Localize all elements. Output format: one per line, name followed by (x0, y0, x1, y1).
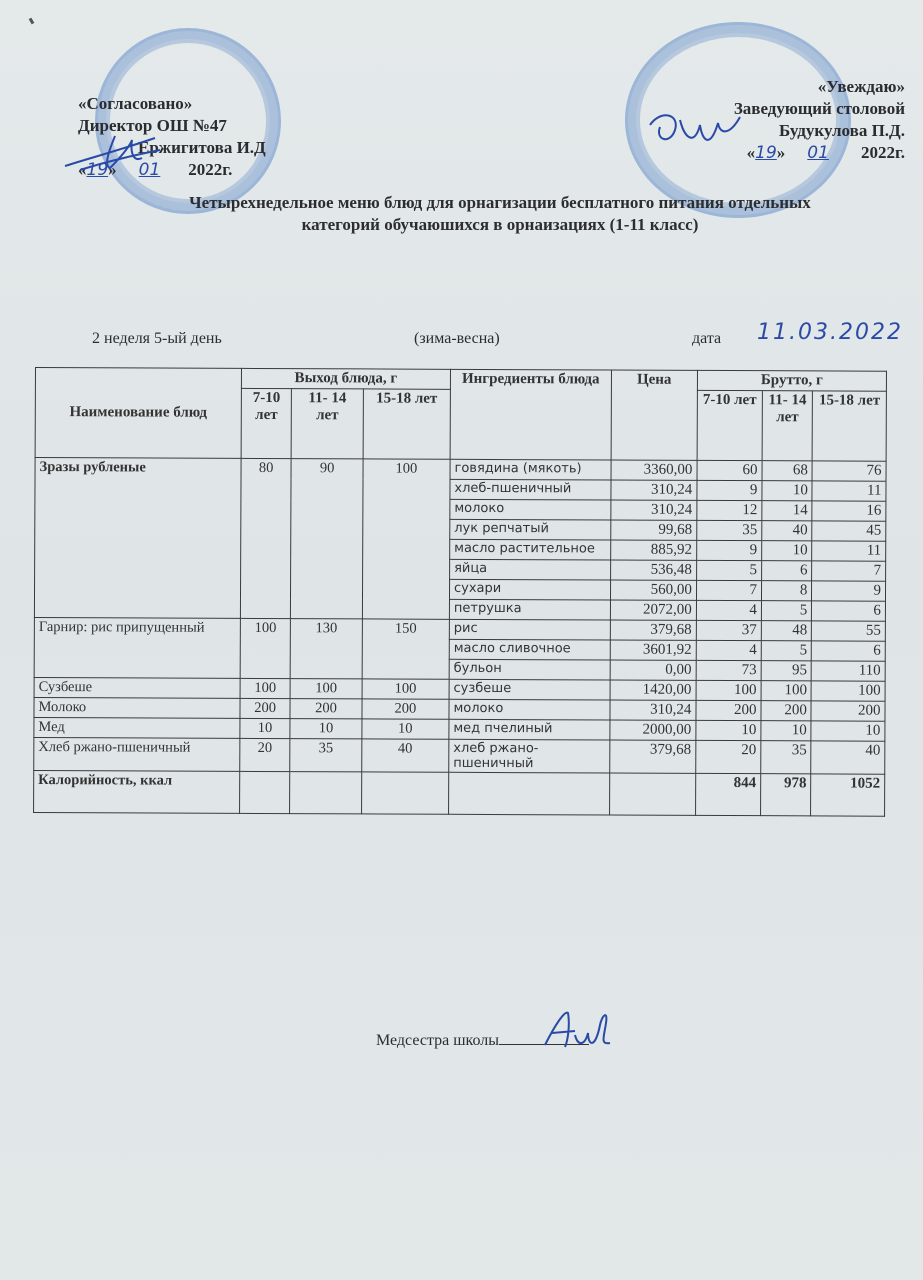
gross-7-10: 7 (696, 580, 761, 600)
yield-7-10: 10 (240, 718, 291, 738)
gross-15-18: 10 (811, 721, 885, 741)
approval-day: 19 (86, 160, 109, 180)
date-quote-close: » (108, 160, 117, 179)
yield-7-10: 200 (240, 698, 291, 718)
gross-15-18: 45 (812, 521, 886, 541)
ingredient-name: хлеб ржано-пшеничный (449, 739, 610, 773)
canteen-head-signature (640, 105, 750, 160)
ingredient-name: лук репчатый (450, 519, 611, 540)
empty-cell (239, 771, 290, 813)
yield-11-14: 10 (290, 719, 362, 739)
empty-cell (361, 772, 448, 814)
ingredient-price: 885,92 (610, 540, 696, 560)
table-row (34, 737, 885, 774)
title-line-1: Четырехнедельное меню блюд для орнагизации бесплатного питания отдельных (189, 193, 811, 212)
approval-month: 01 (807, 143, 829, 163)
gross-15-18: 6 (812, 601, 886, 621)
gross-7-10: 37 (696, 620, 761, 640)
yield-15-18: 10 (362, 719, 449, 739)
date-quote-close: » (776, 143, 786, 162)
ingredient-price: 379,68 (610, 620, 696, 640)
ingredient-price: 310,24 (611, 500, 697, 520)
week-day: 2 неделя 5-ый день (92, 330, 222, 347)
gross-11-14: 100 (761, 681, 812, 701)
gross-11-14: 6 (762, 561, 813, 581)
date-label: дата (692, 330, 722, 347)
gross-15-18: 110 (812, 661, 886, 681)
header-gross: Брутто, г (697, 370, 886, 391)
gross-11-14: 10 (762, 541, 813, 561)
approval-heading: «Увеждаю» (817, 77, 905, 96)
document-title (90, 192, 910, 236)
gross-11-14: 35 (761, 741, 812, 774)
gross-7-10: 200 (696, 700, 761, 720)
header-price: Цена (611, 370, 698, 460)
empty-cell (290, 772, 362, 814)
gross-11-14: 200 (761, 701, 812, 721)
nurse-signature (540, 1005, 620, 1055)
header-yield-15-18: 15-18 лет (363, 389, 450, 459)
approval-position: Заведующий столовой (733, 99, 905, 118)
ingredient-name: сухари (449, 579, 610, 600)
gross-11-14: 95 (761, 661, 812, 681)
title-line-2: категорий обучаюшихся в орнаизациях (1-11 класс) (301, 215, 699, 234)
ingredient-name: яйца (450, 559, 611, 580)
calories-11-14: 978 (761, 774, 812, 816)
table-row (35, 458, 886, 482)
gross-15-18: 200 (811, 701, 885, 721)
gross-7-10: 12 (697, 500, 762, 520)
ingredient-price: 2072,00 (610, 600, 696, 620)
dish-name: Мед (34, 717, 240, 738)
gross-15-18: 16 (812, 501, 886, 521)
header-gross-11-14: 11- 14 лет (762, 391, 813, 461)
ingredient-price: 310,24 (611, 480, 697, 500)
gross-7-10: 20 (696, 740, 761, 773)
approval-name: Будукулова П.Д. (779, 121, 905, 140)
paper-speck (29, 18, 35, 25)
ingredient-name: говядина (мякоть) (450, 459, 611, 480)
dish-name: Гарнир: рис припущенный (34, 617, 240, 678)
yield-15-18: 100 (362, 679, 449, 699)
gross-11-14: 5 (761, 601, 812, 621)
header-yield: Выход блюда, г (241, 368, 450, 389)
ingredient-name: масло сливочное (449, 639, 610, 660)
gross-15-18: 100 (811, 681, 885, 701)
gross-15-18: 11 (812, 541, 886, 561)
gross-15-18: 11 (812, 481, 886, 501)
gross-11-14: 5 (761, 641, 812, 661)
ingredient-name: хлеб-пшеничный (450, 479, 611, 500)
gross-15-18: 55 (812, 621, 886, 641)
ingredient-price: 310,24 (610, 700, 696, 720)
yield-15-18: 100 (362, 459, 450, 619)
gross-15-18: 40 (811, 741, 885, 774)
yield-15-18: 150 (362, 619, 449, 679)
gross-15-18: 6 (812, 641, 886, 661)
approval-date (734, 142, 905, 164)
calories-label: Калорийность, ккал (34, 770, 240, 813)
ingredient-price: 536,48 (610, 560, 696, 580)
header-yield-11-14: 11- 14 лет (291, 389, 363, 459)
approval-position: Директор ОШ №47 (78, 116, 227, 135)
ingredient-price: 3360,00 (611, 460, 697, 480)
gross-15-18: 7 (812, 561, 886, 581)
calories-7-10: 844 (695, 773, 760, 815)
approval-month: 01 (138, 160, 161, 180)
header-gross-15-18: 15-18 лет (812, 391, 886, 461)
calories-row (34, 770, 885, 816)
season: (зима-весна) (414, 330, 500, 347)
gross-11-14: 40 (762, 521, 813, 541)
yield-11-14: 130 (290, 619, 362, 679)
header-yield-7-10: 7-10 лет (241, 388, 292, 458)
gross-7-10: 9 (696, 540, 761, 560)
gross-7-10: 4 (696, 600, 761, 620)
yield-7-10: 100 (240, 678, 291, 698)
gross-11-14: 10 (761, 721, 812, 741)
dish-name: Молоко (34, 697, 240, 718)
yield-7-10: 20 (240, 738, 291, 771)
gross-11-14: 68 (762, 461, 813, 481)
gross-11-14: 48 (761, 621, 812, 641)
director-signature (60, 128, 170, 178)
yield-11-14: 90 (291, 459, 363, 619)
dish-name: Хлеб ржано-пшеничный (34, 737, 240, 771)
gross-7-10: 35 (697, 520, 762, 540)
gross-15-18: 76 (812, 461, 886, 481)
gross-7-10: 10 (696, 720, 761, 740)
approval-name: Ержигитова И.Д (138, 138, 266, 157)
nurse-label: Медсестра школы (376, 1032, 500, 1049)
gross-11-14: 8 (761, 581, 812, 601)
approval-year: 2022г. (860, 143, 905, 162)
date-quote-open: « (746, 143, 756, 162)
approval-day: 19 (755, 143, 777, 163)
approval-year: 2022г. (188, 160, 233, 179)
gross-7-10: 73 (696, 660, 761, 680)
table-row (34, 617, 885, 641)
approval-block-approved (734, 76, 905, 164)
ingredient-name: молоко (449, 699, 610, 720)
header-dish-name: Наименование блюд (35, 368, 241, 459)
gross-7-10: 4 (696, 640, 761, 660)
yield-15-18: 200 (362, 699, 449, 719)
yield-7-10: 100 (240, 618, 291, 678)
empty-cell (609, 773, 695, 815)
gross-15-18: 9 (812, 581, 886, 601)
date-value: 11.03.2022 (757, 320, 903, 345)
gross-11-14: 10 (762, 481, 813, 501)
yield-11-14: 100 (290, 679, 362, 699)
ingredient-price: 1420,00 (610, 680, 696, 700)
ingredient-name: бульон (449, 659, 610, 680)
ingredient-name: мед пчелиный (449, 719, 610, 740)
gross-7-10: 5 (696, 560, 761, 580)
ingredient-price: 99,68 (610, 520, 696, 540)
gross-7-10: 9 (697, 480, 762, 500)
yield-11-14: 35 (290, 739, 362, 772)
ingredient-price: 379,68 (609, 740, 695, 773)
yield-15-18: 40 (362, 739, 449, 772)
header-gross-7-10: 7-10 лет (697, 390, 762, 460)
gross-7-10: 100 (696, 680, 761, 700)
menu-body (34, 458, 886, 775)
menu-table (33, 367, 887, 817)
dish-name: Сузбеше (34, 677, 240, 698)
approval-heading: «Согласовано» (78, 94, 193, 113)
ingredient-name: рис (449, 619, 610, 640)
empty-cell (449, 772, 610, 815)
header-ingredients: Ингредиенты блюда (450, 369, 611, 460)
yield-11-14: 200 (290, 699, 362, 719)
ingredient-price: 560,00 (610, 580, 696, 600)
calories-15-18: 1052 (811, 774, 885, 816)
gross-11-14: 14 (762, 501, 813, 521)
ingredient-price: 2000,00 (610, 720, 696, 740)
ingredient-name: сузбеше (449, 679, 610, 700)
dish-name: Зразы рубленые (34, 458, 241, 619)
ingredient-name: масло растительное (450, 539, 611, 560)
ingredient-price: 0,00 (610, 660, 696, 680)
date-quote-open: « (78, 160, 87, 179)
ingredient-price: 3601,92 (610, 640, 696, 660)
ingredient-name: молоко (450, 499, 611, 520)
gross-7-10: 60 (697, 460, 762, 480)
yield-7-10: 80 (240, 458, 291, 618)
ingredient-name: петрушка (449, 599, 610, 620)
